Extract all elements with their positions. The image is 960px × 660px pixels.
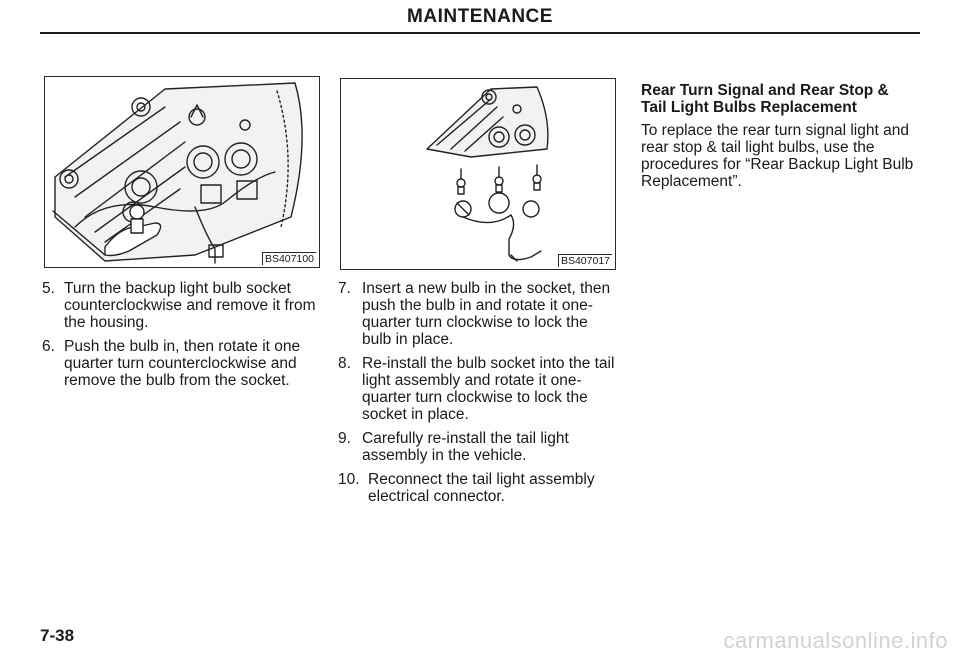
step-text: Insert a new bulb in the socket, then push the bulb in and rotate it one-quarter turn clockwise to lock the bulb in place. bbox=[362, 280, 611, 348]
steps-left-column bbox=[42, 280, 322, 396]
step-item bbox=[338, 355, 620, 423]
tail-light-assembly-illustration bbox=[341, 79, 615, 269]
step-item bbox=[42, 338, 322, 389]
step-text: Turn the backup light bulb socket counterclockwise and remove it from the housing. bbox=[64, 280, 316, 331]
step-text: Push the bulb in, then rotate it one quarter turn counterclockwise and remove the bulb from the socket. bbox=[64, 338, 301, 389]
step-item bbox=[338, 280, 620, 348]
page-title: MAINTENANCE bbox=[407, 6, 553, 27]
section-body: To replace the rear turn signal light and rear stop & tail light bulbs, use the procedures for “Rear Backup Light Bulb Replacement”. bbox=[641, 122, 914, 190]
step-number: 7. bbox=[338, 280, 351, 297]
section-heading: Rear Turn Signal and Rear Stop & Tail Light Bulbs Replacement bbox=[641, 82, 889, 116]
step-number: 9. bbox=[338, 430, 351, 447]
figure-code: BS407017 bbox=[558, 254, 612, 267]
step-number: 8. bbox=[338, 355, 351, 372]
step-text: Carefully re-install the tail light assembly in the vehicle. bbox=[362, 430, 569, 464]
backup-bulb-illustration bbox=[45, 77, 319, 267]
figure-code: BS407100 bbox=[262, 252, 316, 265]
figure-backup-bulb-removal bbox=[44, 76, 320, 268]
page-number: 7-38 bbox=[40, 626, 75, 645]
step-number: 10. bbox=[338, 471, 360, 488]
steps-middle-column bbox=[338, 280, 620, 512]
step-text: Re-install the bulb socket into the tail light assembly and rotate it one-quarter turn clockwise to lock the socket in place. bbox=[362, 355, 615, 423]
step-item bbox=[42, 280, 322, 331]
step-number: 6. bbox=[42, 338, 55, 355]
watermark: carmanualsonline.info bbox=[723, 628, 948, 653]
figure-tail-light-assembly bbox=[340, 78, 616, 270]
step-text: Reconnect the tail light assembly electrical connector. bbox=[368, 471, 595, 505]
step-item bbox=[338, 430, 620, 464]
step-item bbox=[338, 471, 620, 505]
step-number: 5. bbox=[42, 280, 55, 297]
header-divider bbox=[40, 32, 920, 34]
